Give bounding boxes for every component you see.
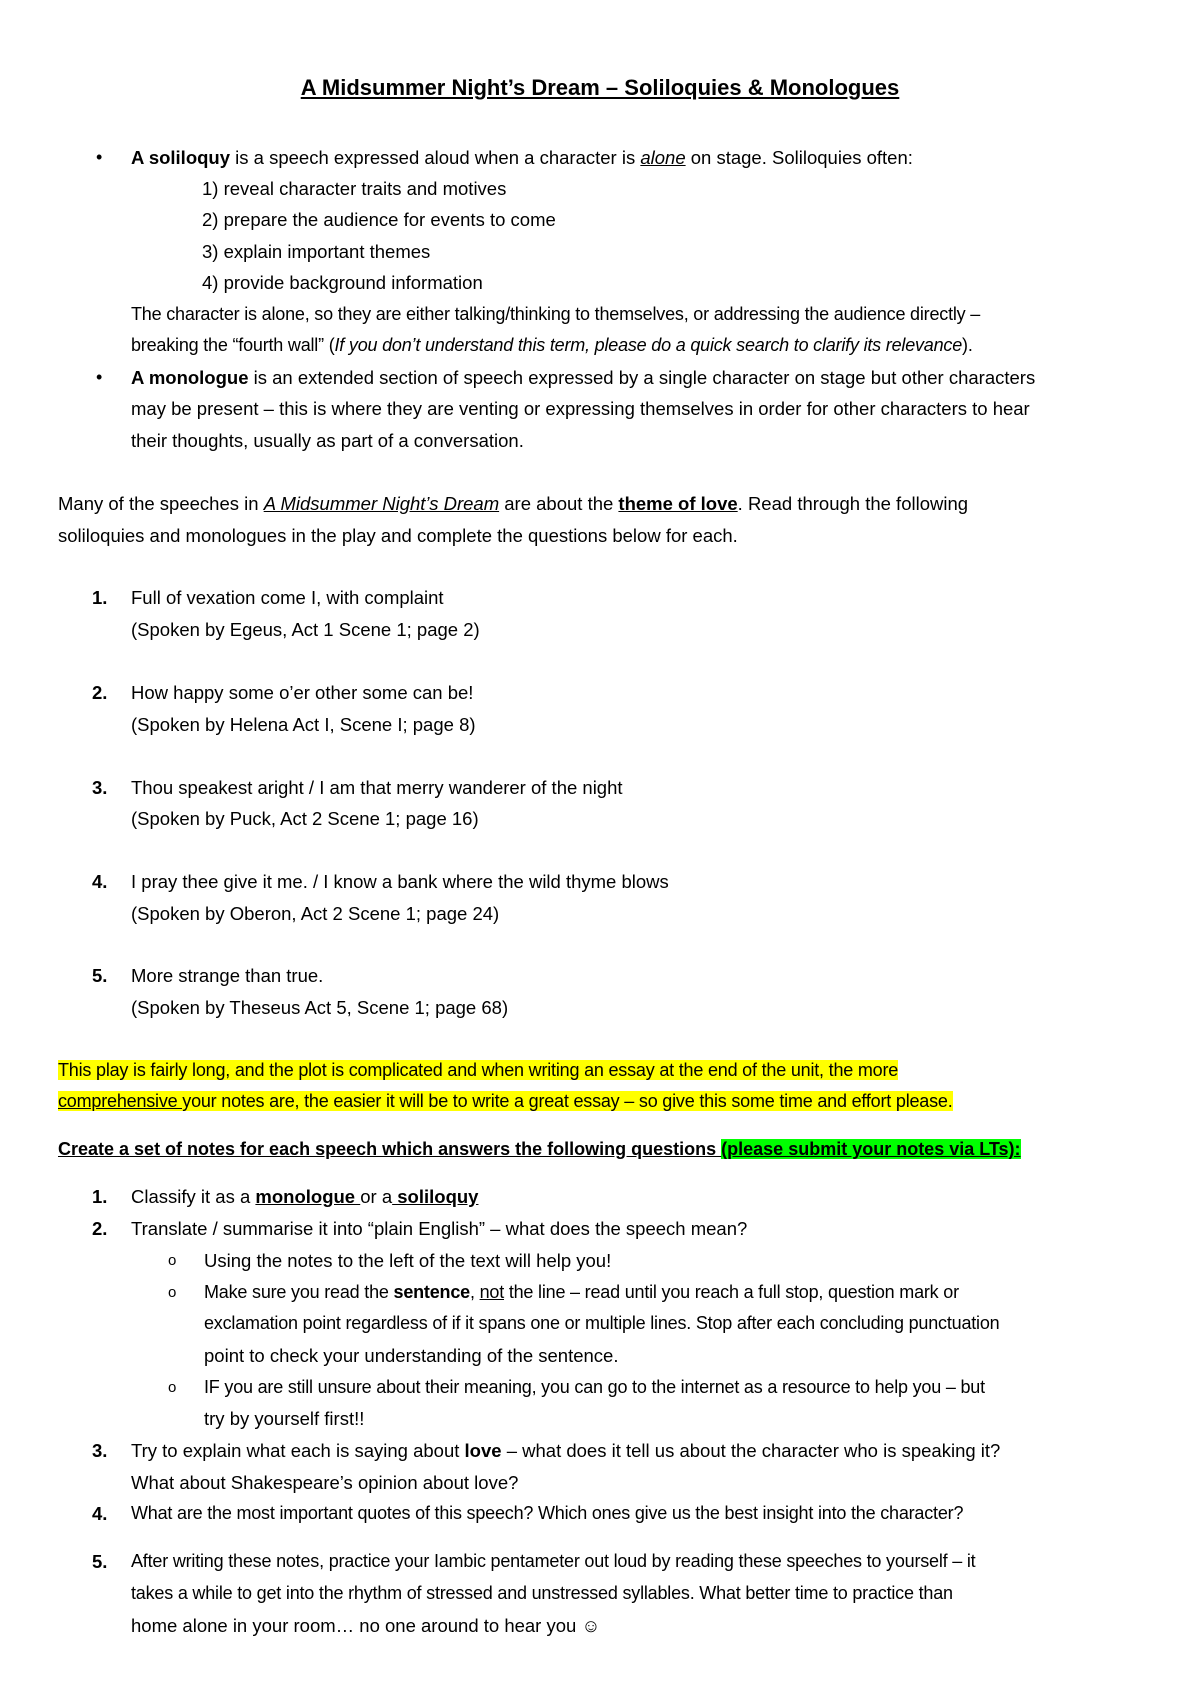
q2-sub-2-rest: the line – read until you reach a full stop, question mark or	[504, 1282, 959, 1302]
speech-title: Full of vexation come I, with complaint	[131, 587, 444, 608]
question-5-line-3: home alone in your room… no one around to hear you ☺	[131, 1615, 601, 1636]
speech-number: 3.	[92, 777, 108, 798]
q2-sub-3-line-2: try by yourself first!!	[204, 1408, 365, 1429]
q2-sub-2-line-2: exclamation point regardless of if it spans one or multiple lines. Stop after each concluding punctuation	[204, 1313, 1000, 1333]
monologue-line-2: may be present – this is where they are venting or expressing themselves in order for other characters to hear	[131, 398, 1030, 419]
monologue-line-1	[131, 362, 1035, 394]
theme-of-love: theme of love	[618, 493, 738, 514]
intro-text-2: are about the	[499, 493, 619, 514]
question-4: What are the most important quotes of this speech? Which ones give us the best insight into the character?	[131, 1503, 964, 1523]
create-notes-heading	[58, 1134, 1021, 1166]
speech-source: (Spoken by Theseus Act 5, Scene 1; page 68)	[131, 997, 509, 1018]
speech-source: (Spoken by Helena Act I, Scene I; page 8)	[131, 714, 476, 735]
soliloquy-term: A soliloquy	[131, 147, 231, 168]
fourth-wall-italic: If you don’t understand this term, please do a quick search to clarify its relevance	[334, 335, 963, 355]
intro-text-3: . Read through the following	[737, 493, 969, 514]
q1-or: or a	[360, 1186, 393, 1207]
love-word: love	[464, 1440, 502, 1461]
speech-title: I pray thee give it me. / I know a bank where the wild thyme blows	[131, 871, 669, 892]
intro-line-1	[58, 488, 968, 520]
comma: ,	[469, 1282, 480, 1302]
monologue-term: monologue	[255, 1186, 361, 1207]
reason-4: 4) provide background information	[202, 272, 483, 293]
question-3	[131, 1435, 1000, 1467]
speech-title: Thou speakest aright / I am that merry wanderer of the night	[131, 777, 623, 798]
sentence-word: sentence	[393, 1282, 470, 1302]
sub-bullet-marker: o	[168, 1379, 177, 1396]
page-title: A Midsummer Night’s Dream – Soliloquies & Monologues	[300, 75, 900, 100]
question-number: 3.	[92, 1440, 108, 1461]
q3-rest: – what does it tell us about the character who is speaking it?	[501, 1440, 1001, 1461]
bullet-marker: •	[96, 367, 103, 387]
bullet-marker: •	[96, 147, 103, 167]
highlight-text-1: This play is fairly long, and the plot is complicated and when writing an essay at the end of the unit, the more	[58, 1060, 899, 1080]
question-5-line-2: takes a while to get into the rhythm of stressed and unstressed syllables. What better time to practice than	[131, 1583, 953, 1603]
q1-text: Classify it as a	[131, 1186, 256, 1207]
not-word: not	[479, 1282, 505, 1302]
highlight-text-2: your notes are, the easier it will be to write a great essay – so give this some time and effort please.	[182, 1091, 953, 1111]
intro-line-2: soliloquies and monologues in the play and complete the questions below for each.	[58, 525, 738, 546]
fourth-wall-text: breaking the “fourth wall” (	[131, 335, 335, 355]
q2-sub-2-text: Make sure you read the	[204, 1282, 394, 1302]
soliloquy-text-after: on stage. Soliloquies often:	[685, 147, 913, 168]
speech-title: More strange than true.	[131, 965, 324, 986]
intro-text: Many of the speeches in	[58, 493, 264, 514]
question-3-line-2: What about Shakespeare’s opinion about love?	[131, 1472, 519, 1493]
sub-bullet-marker: o	[168, 1284, 177, 1301]
question-5-line-1: After writing these notes, practice your Iambic pentameter out loud by reading these speeches to yourself – it	[131, 1551, 976, 1571]
speech-source: (Spoken by Egeus, Act 1 Scene 1; page 2)	[131, 619, 480, 640]
soliloquy-text: is a speech expressed aloud when a character is	[230, 147, 641, 168]
speech-source: (Spoken by Puck, Act 2 Scene 1; page 16)	[131, 808, 479, 829]
highlight-line-1	[58, 1055, 898, 1087]
q2-sub-1: Using the notes to the left of the text will help you!	[204, 1250, 612, 1271]
speech-source: (Spoken by Oberon, Act 2 Scene 1; page 24)	[131, 903, 500, 924]
fourth-wall-close: ).	[962, 335, 973, 355]
soliloquy-extra-line-1: The character is alone, so they are either talking/thinking to themselves, or addressing the audience directly –	[131, 304, 981, 324]
speech-title: How happy some o’er other some can be!	[131, 682, 474, 703]
soliloquy-definition	[131, 142, 913, 174]
comprehensive-word: comprehensive	[58, 1091, 183, 1111]
question-number: 4.	[92, 1503, 108, 1524]
question-number: 1.	[92, 1186, 108, 1207]
reason-1: 1) reveal character traits and motives	[202, 178, 507, 199]
speech-number: 2.	[92, 682, 108, 703]
q2-sub-2-line-3: point to check your understanding of the sentence.	[204, 1345, 619, 1366]
speech-number: 4.	[92, 871, 108, 892]
speech-number: 5.	[92, 965, 108, 986]
monologue-text: is an extended section of speech expressed by a single character on stage but other characters	[248, 367, 1036, 388]
create-notes-text: Create a set of notes for each speech which answers the following questions	[58, 1139, 722, 1159]
question-2: Translate / summarise it into “plain English” – what does the speech mean?	[131, 1218, 748, 1239]
monologue-term: A monologue	[131, 367, 249, 388]
submit-via-lts: (please submit your notes via LTs):	[721, 1139, 1021, 1159]
monologue-line-3: their thoughts, usually as part of a conversation.	[131, 430, 524, 451]
highlight-line-2	[58, 1086, 953, 1118]
play-title: A Midsummer Night’s Dream	[263, 493, 500, 514]
q2-sub-2	[204, 1277, 959, 1309]
question-number: 2.	[92, 1218, 108, 1239]
alone-emphasis: alone	[640, 147, 686, 168]
q3-text: Try to explain what each is saying about	[131, 1440, 465, 1461]
sub-bullet-marker: o	[168, 1252, 177, 1269]
reason-2: 2) prepare the audience for events to come	[202, 209, 556, 230]
soliloquy-extra-line-2	[131, 330, 973, 362]
soliloquy-term: soliloquy	[392, 1186, 479, 1207]
question-number: 5.	[92, 1551, 108, 1572]
speech-number: 1.	[92, 587, 108, 608]
reason-3: 3) explain important themes	[202, 241, 431, 262]
question-1	[131, 1181, 478, 1213]
q2-sub-3-line-1: IF you are still unsure about their meaning, you can go to the internet as a resource to help you – but	[204, 1377, 985, 1397]
